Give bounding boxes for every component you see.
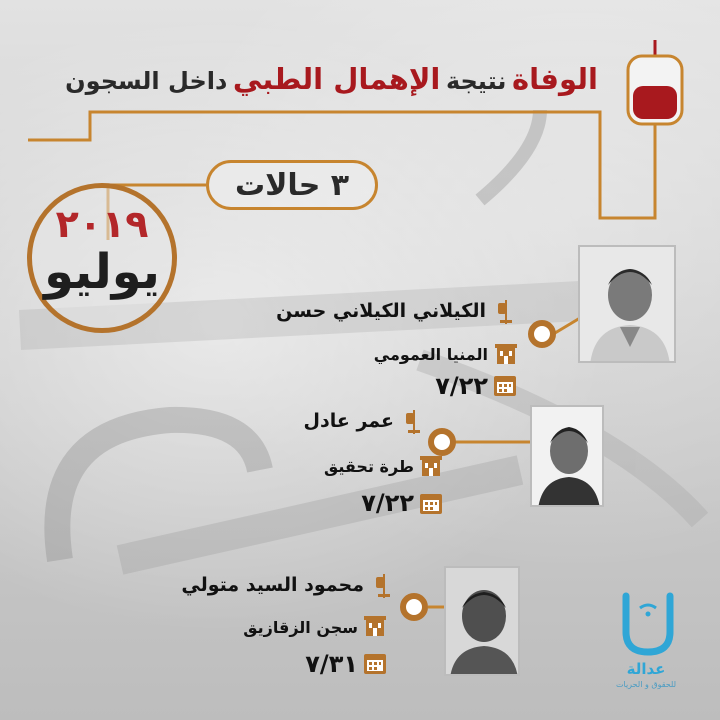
logo-tagline: للحقوق و الحريات [615, 680, 677, 689]
title-part-4: داخل السجون [65, 67, 228, 95]
logo-name: عدالة [626, 660, 666, 678]
case-3-photo [444, 566, 520, 676]
calendar-icon [494, 374, 516, 396]
case-1-date: ٧/٢٢ [435, 372, 488, 400]
iv-drip-icon [404, 410, 424, 434]
title-part-1: الوفاة [511, 62, 598, 96]
page-title [40, 62, 598, 112]
title-part-3: الإهمال الطبي [232, 62, 441, 96]
case-2-place: طرة تحقيق [323, 457, 414, 476]
prison-building-icon [364, 616, 386, 636]
calendar-icon [420, 492, 442, 514]
blood-bag-icon [628, 40, 682, 134]
person-portrait-icon [446, 568, 520, 676]
case-3-date: ٧/٣١ [305, 650, 358, 678]
case-2-photo [530, 405, 604, 507]
iv-drip-icon [496, 300, 516, 324]
date-circle [27, 183, 177, 333]
case-1-photo [578, 245, 676, 363]
case-2-name: عمر عادل [303, 410, 394, 432]
person-portrait-icon [532, 407, 604, 507]
prison-building-icon [420, 456, 442, 476]
title-part-2: نتيجة [445, 67, 507, 95]
iv-drip-icon [374, 574, 394, 598]
case-1-place: المنيا العمومي [373, 345, 488, 364]
case-3-node [400, 593, 428, 621]
cases-count-label: ٣ حالات [234, 167, 350, 203]
case-2-node [428, 428, 456, 456]
adala-logo-icon [620, 592, 676, 658]
case-1-node [528, 320, 556, 348]
case-2-date: ٧/٢٢ [361, 489, 414, 517]
prison-building-icon [495, 344, 517, 364]
case-3-name: محمود السيد متولي [181, 574, 364, 596]
person-portrait-icon [580, 247, 676, 363]
cases-count-badge [206, 160, 378, 210]
case-3-place: سجن الزقازيق [243, 618, 358, 637]
year-label: ٢٠١٩ [55, 202, 149, 246]
calendar-icon [364, 652, 386, 674]
month-label: يوليو [44, 244, 160, 300]
case-1-name: الكيلاني الكيلاني حسن [276, 300, 486, 322]
